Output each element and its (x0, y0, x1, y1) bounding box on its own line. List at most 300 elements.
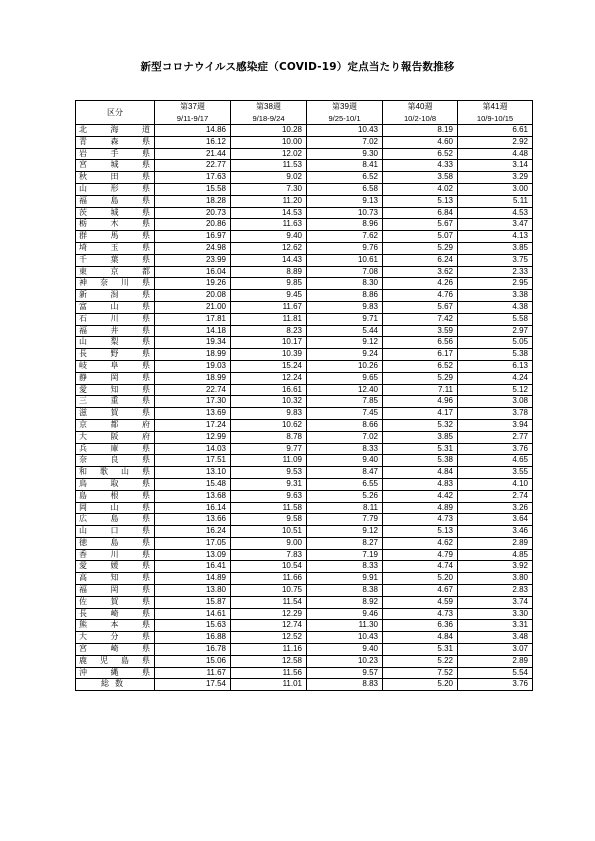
value-cell: 3.85 (458, 242, 533, 254)
value-cell: 2.74 (458, 490, 533, 502)
prefecture-name: 秋田県 (76, 172, 155, 184)
value-cell: 9.40 (307, 455, 383, 467)
prefecture-name: 長崎県 (76, 608, 155, 620)
value-cell: 3.74 (458, 596, 533, 608)
table-row (76, 125, 533, 137)
value-cell: 6.58 (307, 183, 383, 195)
value-cell: 3.80 (458, 573, 533, 585)
table-row (76, 349, 533, 361)
value-cell: 7.83 (231, 549, 307, 561)
value-cell: 5.32 (383, 419, 458, 431)
value-cell: 9.57 (307, 667, 383, 679)
value-cell: 6.13 (458, 360, 533, 372)
table-row (76, 596, 533, 608)
value-cell: 4.24 (458, 372, 533, 384)
table-row (76, 443, 533, 455)
value-cell: 3.48 (458, 632, 533, 644)
value-cell: 9.40 (231, 231, 307, 243)
value-cell: 4.33 (383, 160, 458, 172)
value-cell: 5.07 (383, 231, 458, 243)
value-cell: 3.75 (458, 254, 533, 266)
value-cell: 15.48 (155, 478, 231, 490)
value-cell: 6.56 (383, 337, 458, 349)
value-cell: 8.92 (307, 596, 383, 608)
value-cell: 19.03 (155, 360, 231, 372)
value-cell: 17.51 (155, 455, 231, 467)
total-row (76, 679, 533, 691)
value-cell: 4.48 (458, 148, 533, 160)
table-row (76, 537, 533, 549)
value-cell: 3.76 (458, 443, 533, 455)
value-cell: 5.38 (458, 349, 533, 361)
value-cell: 2.92 (458, 136, 533, 148)
value-cell: 7.62 (307, 231, 383, 243)
value-cell: 17.63 (155, 172, 231, 184)
value-cell: 9.65 (307, 372, 383, 384)
value-cell: 4.67 (383, 585, 458, 597)
value-cell: 11.16 (231, 644, 307, 656)
value-cell: 12.40 (307, 384, 383, 396)
table-row (76, 585, 533, 597)
value-cell: 8.23 (231, 325, 307, 337)
value-cell: 7.52 (383, 667, 458, 679)
value-cell: 10.51 (231, 526, 307, 538)
value-cell: 8.38 (307, 585, 383, 597)
value-cell: 4.26 (383, 278, 458, 290)
prefecture-name: 青森県 (76, 136, 155, 148)
value-cell: 2.89 (458, 655, 533, 667)
value-cell: 14.03 (155, 443, 231, 455)
value-cell: 9.46 (307, 608, 383, 620)
prefecture-name: 静岡県 (76, 372, 155, 384)
prefecture-name: 長野県 (76, 349, 155, 361)
value-cell: 12.62 (231, 242, 307, 254)
value-cell: 10.39 (231, 349, 307, 361)
week-header: 第40週 (383, 101, 458, 113)
value-cell: 4.59 (383, 596, 458, 608)
value-cell: 3.64 (458, 514, 533, 526)
table-row (76, 573, 533, 585)
value-cell: 6.17 (383, 349, 458, 361)
prefecture-name: 山梨県 (76, 337, 155, 349)
value-cell: 9.53 (231, 467, 307, 479)
value-cell: 13.09 (155, 549, 231, 561)
value-cell: 5.11 (458, 195, 533, 207)
table-row (76, 242, 533, 254)
value-cell: 17.24 (155, 419, 231, 431)
value-cell: 3.14 (458, 160, 533, 172)
value-cell: 4.65 (458, 455, 533, 467)
value-cell: 12.24 (231, 372, 307, 384)
value-cell: 3.59 (383, 325, 458, 337)
table-row (76, 183, 533, 195)
value-cell: 10.75 (231, 585, 307, 597)
value-cell: 5.13 (383, 195, 458, 207)
value-cell: 4.13 (458, 231, 533, 243)
value-cell: 8.33 (307, 561, 383, 573)
report-table (75, 100, 533, 691)
prefecture-name: 福島県 (76, 195, 155, 207)
value-cell: 10.61 (307, 254, 383, 266)
value-cell: 8.41 (307, 160, 383, 172)
value-cell: 7.19 (307, 549, 383, 561)
value-cell: 8.86 (307, 290, 383, 302)
value-cell: 4.42 (383, 490, 458, 502)
value-cell: 6.61 (458, 125, 533, 137)
value-cell: 5.38 (383, 455, 458, 467)
prefecture-name: 高知県 (76, 573, 155, 585)
table-row (76, 313, 533, 325)
value-cell: 7.42 (383, 313, 458, 325)
table-row (76, 632, 533, 644)
value-cell: 9.12 (307, 337, 383, 349)
value-cell: 13.68 (155, 490, 231, 502)
prefecture-name: 愛媛県 (76, 561, 155, 573)
value-cell: 10.43 (307, 125, 383, 137)
value-cell: 8.33 (307, 443, 383, 455)
value-cell: 5.31 (383, 644, 458, 656)
value-cell: 12.99 (155, 431, 231, 443)
value-cell: 2.77 (458, 431, 533, 443)
value-cell: 9.31 (231, 478, 307, 490)
value-cell: 3.78 (458, 408, 533, 420)
value-cell: 7.11 (383, 384, 458, 396)
value-cell: 16.78 (155, 644, 231, 656)
value-cell: 9.30 (307, 148, 383, 160)
value-cell: 11.54 (231, 596, 307, 608)
value-cell: 4.10 (458, 478, 533, 490)
value-cell: 11.09 (231, 455, 307, 467)
value-cell: 11.01 (231, 679, 307, 691)
value-cell: 3.76 (458, 679, 533, 691)
value-cell: 5.20 (383, 679, 458, 691)
value-cell: 14.89 (155, 573, 231, 585)
value-cell: 4.73 (383, 514, 458, 526)
value-cell: 8.47 (307, 467, 383, 479)
value-cell: 11.67 (231, 301, 307, 313)
table-row (76, 372, 533, 384)
value-cell: 5.44 (307, 325, 383, 337)
value-cell: 8.30 (307, 278, 383, 290)
value-cell: 8.78 (231, 431, 307, 443)
value-cell: 2.83 (458, 585, 533, 597)
prefecture-name: 新潟県 (76, 290, 155, 302)
date-range-header: 9/18-9/24 (231, 113, 307, 125)
value-cell: 4.96 (383, 396, 458, 408)
value-cell: 16.97 (155, 231, 231, 243)
value-cell: 9.40 (307, 644, 383, 656)
prefecture-name: 広島県 (76, 514, 155, 526)
value-cell: 17.30 (155, 396, 231, 408)
date-range-header: 10/9-10/15 (458, 113, 533, 125)
value-cell: 10.54 (231, 561, 307, 573)
value-cell: 8.19 (383, 125, 458, 137)
value-cell: 9.63 (231, 490, 307, 502)
value-cell: 3.85 (383, 431, 458, 443)
value-cell: 4.83 (383, 478, 458, 490)
value-cell: 3.00 (458, 183, 533, 195)
value-cell: 19.26 (155, 278, 231, 290)
table-row (76, 620, 533, 632)
value-cell: 3.31 (458, 620, 533, 632)
prefecture-name: 京都府 (76, 419, 155, 431)
value-cell: 2.89 (458, 537, 533, 549)
value-cell: 14.43 (231, 254, 307, 266)
value-cell: 18.99 (155, 372, 231, 384)
value-cell: 4.17 (383, 408, 458, 420)
value-cell: 20.86 (155, 219, 231, 231)
value-cell: 4.53 (458, 207, 533, 219)
value-cell: 4.76 (383, 290, 458, 302)
prefecture-name: 三重県 (76, 396, 155, 408)
value-cell: 9.83 (231, 408, 307, 420)
table-row (76, 207, 533, 219)
prefecture-name: 石川県 (76, 313, 155, 325)
value-cell: 8.66 (307, 419, 383, 431)
value-cell: 11.67 (155, 667, 231, 679)
prefecture-name: 大分県 (76, 632, 155, 644)
table-row (76, 172, 533, 184)
prefecture-name: 島根県 (76, 490, 155, 502)
value-cell: 3.94 (458, 419, 533, 431)
value-cell: 2.97 (458, 325, 533, 337)
table-row (76, 360, 533, 372)
value-cell: 4.84 (383, 632, 458, 644)
value-cell: 10.00 (231, 136, 307, 148)
table-row (76, 644, 533, 656)
value-cell: 6.84 (383, 207, 458, 219)
value-cell: 5.13 (383, 526, 458, 538)
value-cell: 14.18 (155, 325, 231, 337)
prefecture-name: 埼玉県 (76, 242, 155, 254)
value-cell: 13.80 (155, 585, 231, 597)
value-cell: 16.41 (155, 561, 231, 573)
prefecture-name: 宮城県 (76, 160, 155, 172)
value-cell: 9.91 (307, 573, 383, 585)
value-cell: 11.30 (307, 620, 383, 632)
prefecture-name: 鳥取県 (76, 478, 155, 490)
value-cell: 18.99 (155, 349, 231, 361)
value-cell: 5.05 (458, 337, 533, 349)
prefecture-name: 沖縄県 (76, 667, 155, 679)
value-cell: 8.27 (307, 537, 383, 549)
table-row (76, 526, 533, 538)
value-cell: 3.92 (458, 561, 533, 573)
table-row (76, 337, 533, 349)
value-cell: 6.52 (383, 148, 458, 160)
value-cell: 21.44 (155, 148, 231, 160)
date-range-header: 9/25-10/1 (307, 113, 383, 125)
value-cell: 11.20 (231, 195, 307, 207)
table-row (76, 514, 533, 526)
table-row (76, 290, 533, 302)
table-row (76, 160, 533, 172)
table-row (76, 254, 533, 266)
value-cell: 4.62 (383, 537, 458, 549)
value-cell: 21.00 (155, 301, 231, 313)
value-cell: 17.81 (155, 313, 231, 325)
value-cell: 5.12 (458, 384, 533, 396)
value-cell: 16.14 (155, 502, 231, 514)
value-cell: 7.85 (307, 396, 383, 408)
value-cell: 3.38 (458, 290, 533, 302)
value-cell: 10.43 (307, 632, 383, 644)
value-cell: 9.58 (231, 514, 307, 526)
value-cell: 9.45 (231, 290, 307, 302)
prefecture-name: 岡山県 (76, 502, 155, 514)
value-cell: 23.99 (155, 254, 231, 266)
header-row-weeks (76, 101, 533, 113)
value-cell: 15.87 (155, 596, 231, 608)
value-cell: 11.58 (231, 502, 307, 514)
value-cell: 12.29 (231, 608, 307, 620)
value-cell: 4.79 (383, 549, 458, 561)
total-label: 総数 (76, 679, 155, 691)
prefecture-name: 福岡県 (76, 585, 155, 597)
prefecture-name: 栃木県 (76, 219, 155, 231)
prefecture-name: 宮崎県 (76, 644, 155, 656)
value-cell: 9.71 (307, 313, 383, 325)
value-cell: 20.73 (155, 207, 231, 219)
value-cell: 3.30 (458, 608, 533, 620)
value-cell: 10.32 (231, 396, 307, 408)
value-cell: 13.69 (155, 408, 231, 420)
value-cell: 16.12 (155, 136, 231, 148)
prefecture-name: 鹿児島県 (76, 655, 155, 667)
value-cell: 13.10 (155, 467, 231, 479)
value-cell: 24.98 (155, 242, 231, 254)
value-cell: 10.26 (307, 360, 383, 372)
value-cell: 3.08 (458, 396, 533, 408)
value-cell: 11.66 (231, 573, 307, 585)
value-cell: 7.08 (307, 266, 383, 278)
table-row (76, 278, 533, 290)
value-cell: 6.52 (307, 172, 383, 184)
value-cell: 3.46 (458, 526, 533, 538)
value-cell: 4.73 (383, 608, 458, 620)
table-row (76, 148, 533, 160)
value-cell: 17.05 (155, 537, 231, 549)
table-row (76, 608, 533, 620)
value-cell: 11.63 (231, 219, 307, 231)
table-row (76, 266, 533, 278)
date-range-header: 10/2-10/8 (383, 113, 458, 125)
value-cell: 22.77 (155, 160, 231, 172)
prefecture-name: 群馬県 (76, 231, 155, 243)
prefecture-name: 福井県 (76, 325, 155, 337)
prefecture-name: 大阪府 (76, 431, 155, 443)
value-cell: 4.85 (458, 549, 533, 561)
table-row (76, 467, 533, 479)
value-cell: 5.29 (383, 242, 458, 254)
week-header: 第41週 (458, 101, 533, 113)
value-cell: 15.24 (231, 360, 307, 372)
value-cell: 15.06 (155, 655, 231, 667)
table-row (76, 396, 533, 408)
value-cell: 5.54 (458, 667, 533, 679)
week-header: 第39週 (307, 101, 383, 113)
category-header: 区分 (76, 101, 155, 125)
table-row (76, 219, 533, 231)
table-row (76, 408, 533, 420)
value-cell: 11.81 (231, 313, 307, 325)
value-cell: 4.84 (383, 467, 458, 479)
value-cell: 12.52 (231, 632, 307, 644)
value-cell: 19.34 (155, 337, 231, 349)
value-cell: 5.26 (307, 490, 383, 502)
value-cell: 5.22 (383, 655, 458, 667)
value-cell: 9.83 (307, 301, 383, 313)
value-cell: 8.11 (307, 502, 383, 514)
week-header: 第38週 (231, 101, 307, 113)
value-cell: 6.52 (383, 360, 458, 372)
value-cell: 10.73 (307, 207, 383, 219)
table-row (76, 431, 533, 443)
table-row (76, 549, 533, 561)
table-row (76, 561, 533, 573)
value-cell: 8.89 (231, 266, 307, 278)
value-cell: 16.24 (155, 526, 231, 538)
prefecture-name: 岩手県 (76, 148, 155, 160)
value-cell: 5.67 (383, 301, 458, 313)
prefecture-name: 兵庫県 (76, 443, 155, 455)
value-cell: 9.76 (307, 242, 383, 254)
value-cell: 7.30 (231, 183, 307, 195)
prefecture-name: 香川県 (76, 549, 155, 561)
value-cell: 12.58 (231, 655, 307, 667)
prefecture-name: 神奈川県 (76, 278, 155, 290)
value-cell: 9.85 (231, 278, 307, 290)
value-cell: 7.79 (307, 514, 383, 526)
prefecture-name: 岐阜県 (76, 360, 155, 372)
prefecture-name: 山形県 (76, 183, 155, 195)
prefecture-name: 滋賀県 (76, 408, 155, 420)
value-cell: 4.89 (383, 502, 458, 514)
prefecture-name: 熊本県 (76, 620, 155, 632)
value-cell: 8.96 (307, 219, 383, 231)
value-cell: 10.23 (307, 655, 383, 667)
value-cell: 10.28 (231, 125, 307, 137)
value-cell: 16.61 (231, 384, 307, 396)
prefecture-name: 佐賀県 (76, 596, 155, 608)
table-row (76, 384, 533, 396)
prefecture-name: 東京都 (76, 266, 155, 278)
value-cell: 3.55 (458, 467, 533, 479)
value-cell: 2.95 (458, 278, 533, 290)
table-row (76, 655, 533, 667)
value-cell: 5.31 (383, 443, 458, 455)
value-cell: 4.38 (458, 301, 533, 313)
prefecture-name: 愛知県 (76, 384, 155, 396)
table-row (76, 478, 533, 490)
prefecture-name: 徳島県 (76, 537, 155, 549)
table-row (76, 301, 533, 313)
date-range-header: 9/11-9/17 (155, 113, 231, 125)
value-cell: 11.53 (231, 160, 307, 172)
prefecture-name: 北海道 (76, 125, 155, 137)
prefecture-name: 千葉県 (76, 254, 155, 266)
value-cell: 10.17 (231, 337, 307, 349)
value-cell: 2.33 (458, 266, 533, 278)
table-row (76, 490, 533, 502)
table-row (76, 419, 533, 431)
value-cell: 12.74 (231, 620, 307, 632)
value-cell: 15.58 (155, 183, 231, 195)
value-cell: 4.74 (383, 561, 458, 573)
value-cell: 20.08 (155, 290, 231, 302)
value-cell: 13.66 (155, 514, 231, 526)
value-cell: 18.28 (155, 195, 231, 207)
